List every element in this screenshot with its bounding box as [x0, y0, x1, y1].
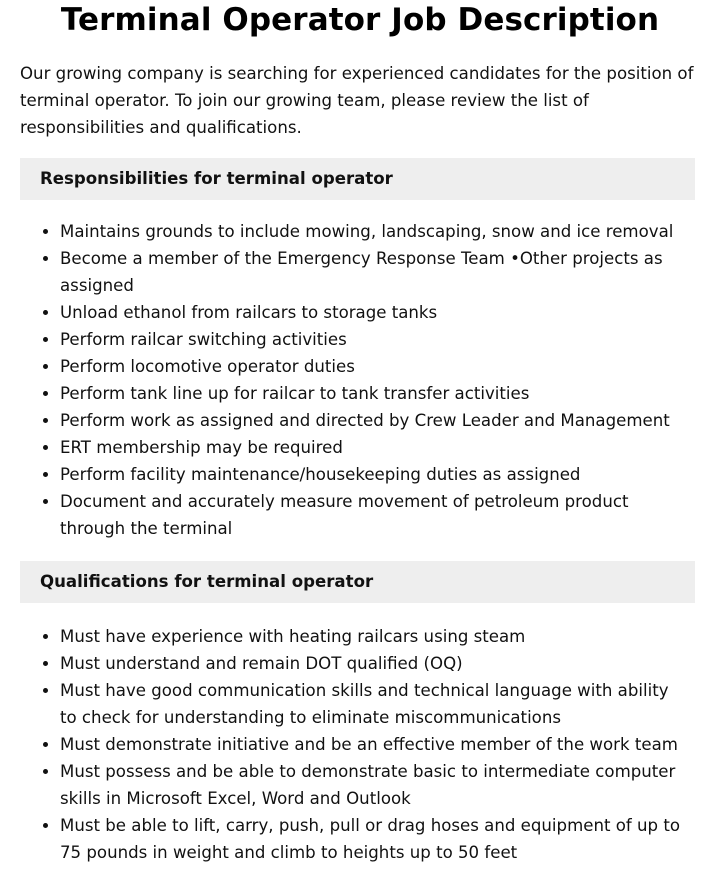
list-item: • Perform tank line up for railcar to tank transfer activities [60, 380, 690, 407]
responsibilities-list [20, 218, 690, 542]
page-title: Terminal Operator Job Description [60, 2, 660, 38]
qualifications-list [20, 623, 690, 866]
list-item: • Document and accurately measure movement of petroleum product through the terminal [60, 488, 690, 542]
list-item: • Maintains grounds to include mowing, landscaping, snow and ice removal [60, 218, 690, 245]
list-item: • Perform facility maintenance/housekeeping duties as assigned [60, 461, 690, 488]
responsibilities-heading: Responsibilities for terminal operator [20, 158, 695, 200]
list-item: • Must have good communication skills and technical language with ability to check for understanding to eliminate miscommunications [60, 677, 690, 731]
list-item: • Perform locomotive operator duties [60, 353, 690, 380]
intro-paragraph: Our growing company is searching for experienced candidates for the position of terminal operator. To join our growing team, please review the list of responsibilities and qualifications. [20, 64, 694, 137]
list-item: • Must have experience with heating railcars using steam [60, 623, 690, 650]
list-item: • Must demonstrate initiative and be an effective member of the work team [60, 731, 690, 758]
list-item: • Become a member of the Emergency Response Team •Other projects as assigned [60, 245, 690, 299]
list-item: • Must be able to lift, carry, push, pull or drag hoses and equipment of up to 75 pounds in weight and climb to heights up to 50 feet [60, 812, 690, 866]
qualifications-heading: Qualifications for terminal operator [20, 561, 695, 603]
list-item: • Must understand and remain DOT qualified (OQ) [60, 650, 690, 677]
list-item: • ERT membership may be required [60, 434, 690, 461]
list-item: • Unload ethanol from railcars to storage tanks [60, 299, 690, 326]
list-item: • Must possess and be able to demonstrate basic to intermediate computer skills in Microsoft Excel, Word and Outlook [60, 758, 690, 812]
list-item: • Perform railcar switching activities [60, 326, 690, 353]
list-item: • Perform work as assigned and directed by Crew Leader and Management [60, 407, 690, 434]
